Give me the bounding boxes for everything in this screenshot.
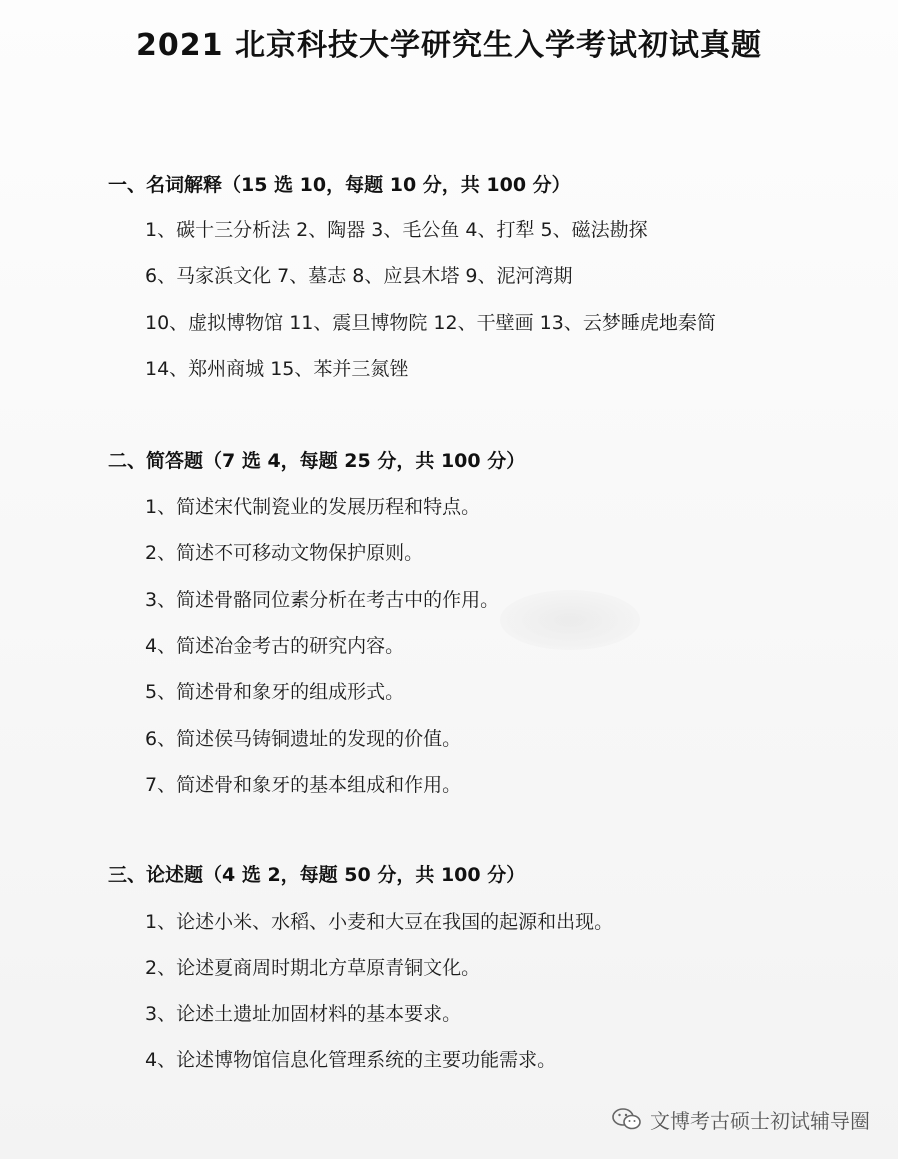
- short-answer-item-3: 3、简述骨骼同位素分析在考古中的作用。: [145, 589, 500, 611]
- section-heading-short-answer: 二、简答题（7 选 4，每题 25 分，共 100 分）: [108, 450, 526, 472]
- terms-line-2: 6、马家浜文化 7、墓志 8、应县木塔 9、泥河湾期: [145, 265, 573, 287]
- essay-item-4: 4、论述博物馆信息化管理系统的主要功能需求。: [145, 1049, 557, 1071]
- short-answer-item-6: 6、简述侯马铸铜遗址的发现的价值。: [145, 728, 462, 750]
- short-answer-item-5: 5、简述骨和象牙的组成形式。: [145, 681, 405, 703]
- watermark: [612, 1104, 870, 1134]
- short-answer-item-1: 1、简述宋代制瓷业的发展历程和特点。: [145, 496, 481, 518]
- terms-line-1: 1、碳十三分析法 2、陶器 3、毛公鱼 4、打犁 5、磁法勘探: [145, 219, 648, 241]
- short-answer-item-4: 4、简述冶金考古的研究内容。: [145, 635, 405, 657]
- essay-item-2: 2、论述夏商周时期北方草原青铜文化。: [145, 957, 481, 979]
- watermark-text: 文博考古硕士初试辅导圈: [650, 1108, 870, 1133]
- short-answer-item-7: 7、简述骨和象牙的基本组成和作用。: [145, 774, 462, 796]
- terms-line-3: 10、虚拟博物馆 11、震旦博物院 12、干壁画 13、云梦睡虎地秦简: [145, 312, 716, 334]
- scan-smudge: [500, 590, 640, 650]
- terms-line-4: 14、郑州商城 15、苯并三氮锉: [145, 358, 409, 380]
- essay-item-3: 3、论述土遗址加固材料的基本要求。: [145, 1003, 462, 1025]
- short-answer-item-2: 2、简述不可移动文物保护原则。: [145, 542, 424, 564]
- essay-item-1: 1、论述小米、水稻、小麦和大豆在我国的起源和出现。: [145, 911, 614, 933]
- section-heading-terms: 一、名词解释（15 选 10，每题 10 分，共 100 分）: [108, 174, 571, 196]
- section-heading-essay: 三、论述题（4 选 2，每题 50 分，共 100 分）: [108, 864, 526, 886]
- wechat-icon: [612, 1107, 642, 1131]
- page-title: 2021 北京科技大学研究生入学考试初试真题: [136, 28, 762, 63]
